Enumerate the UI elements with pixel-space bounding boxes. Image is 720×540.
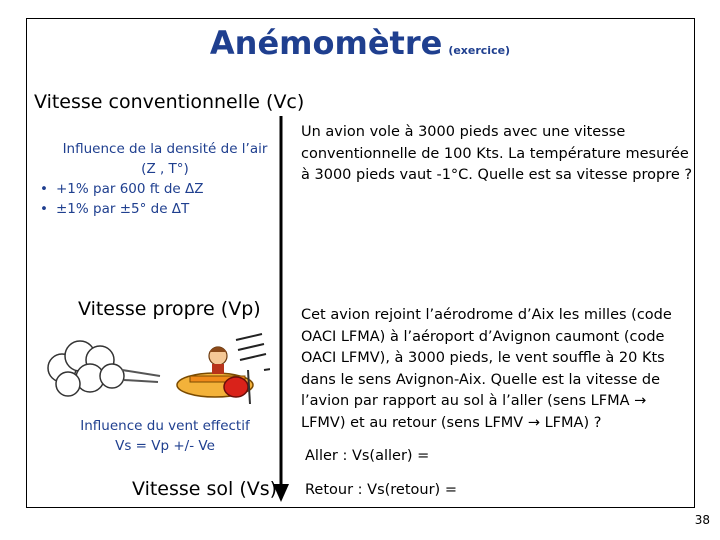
title-sub: (exercice): [448, 44, 511, 57]
title-main: Anémomètre: [209, 24, 443, 62]
exercise-1-text: Un avion vole à 3000 pieds avec une vitesse conventionnelle de 100 Kts. La température mesurée à 3000 pieds vaut -1°C. Quelle est sa vitesse propre ?: [301, 124, 693, 183]
page-number: 38: [694, 513, 710, 527]
bullet-icon: •: [40, 181, 48, 197]
vs-label: Vitesse sol (Vs): [132, 478, 278, 500]
density-bullet1: [34, 179, 296, 199]
density-bullet1-text: +1% par 600 ft de ΔZ: [56, 181, 204, 197]
airplane-illustration-icon: [40, 330, 270, 410]
density-influence: [34, 139, 296, 219]
wind-influence: [34, 416, 296, 456]
vp-label: Vitesse propre (Vp): [78, 298, 261, 320]
section-heading: Vitesse conventionnelle (Vc): [34, 91, 305, 113]
exercise-2-text: Cet avion rejoint l’aérodrome d’Aix les milles (code OACI LFMA) à l’aéroport d’Avignon caumont (code OACI LFMV), à 3000 pieds, le vent souffle à 20 Kts dans le sens Avignon-Aix. Quelle est la vitesse de l’avion par rapport au sol à l’aller (sens LFMA → LFMV) et au retour (sens LFMV → LFMA) ?: [301, 307, 672, 431]
slide-title: [0, 24, 720, 62]
bullet-icon: •: [40, 201, 48, 217]
answer-aller: Aller : Vs(aller) =: [305, 448, 430, 464]
wind-formula: Vs = Vp +/- Ve: [115, 438, 215, 454]
answer-retour: Retour : Vs(retour) =: [305, 482, 457, 498]
density-bullet2: [34, 199, 296, 219]
wind-line1: Influence du vent effectif: [80, 418, 250, 434]
density-line2: (Z , T°): [141, 161, 189, 177]
density-bullet2-text: ±1% par ±5° de ΔT: [56, 201, 190, 217]
density-line1: Influence de la densité de l’air: [62, 141, 268, 157]
